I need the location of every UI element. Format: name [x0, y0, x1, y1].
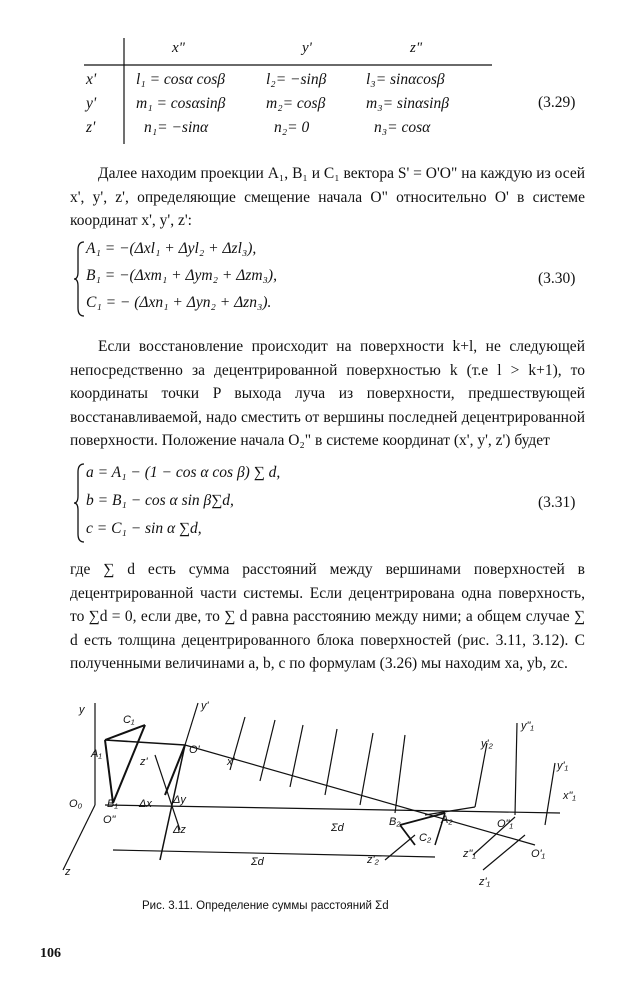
fig-label: A₁ — [91, 748, 102, 760]
table-header-x: x" — [172, 40, 185, 56]
fig-label: Δz — [173, 824, 186, 836]
paragraph-1 — [70, 162, 585, 233]
figure-caption: Рис. 3.11. Определение суммы расстояний Σd — [142, 900, 389, 912]
z-axis — [63, 805, 95, 870]
row-axis: x' — [86, 71, 97, 88]
paragraph-text: Далее находим проекции A₁, B₁ и C₁ вектора S' = O'O" на каждую из осей x', y', z', определяющие смещение начала O" относительно O' в системе координат x', y', z': — [70, 165, 585, 229]
direction-cosines-table — [86, 68, 484, 140]
fig-label: z'₂ — [367, 854, 379, 866]
fig-label: y'₂ — [481, 738, 493, 750]
equation-330-line-1: A₁ = −(Δxl₁ + Δyl₂ + Δzl₃), — [86, 240, 257, 257]
y-prime-axis — [185, 703, 198, 745]
fig-label: Δy — [173, 794, 186, 806]
fig-label: O₀ — [69, 798, 83, 810]
fig-label: Δx — [139, 798, 152, 810]
equation-331-line-3: c = C₁ − sin α ∑d, — [86, 520, 202, 537]
row-axis: y' — [86, 95, 97, 112]
paragraph-text: Если восстановление происходит на поверхности k+l, не следующей непосредственно за децентрированной поверхностью k (т.е l > k+1), то координаты точки P выхода луча из поверхности, предшествующей восстанавливаемой, надо сместить от вершины последней децентрированной поверхности. Положение начала O₂" в системе координат (x', y', z') будет — [70, 338, 585, 449]
left-brace-331 — [72, 462, 86, 544]
fig-label: z — [65, 866, 71, 878]
fig-label: z' — [140, 756, 148, 768]
table-cell: l₂= −sinβ — [266, 71, 327, 88]
equation-330-line-2: B₁ = −(Δxm₁ + Δym₂ + Δzm₃), — [86, 267, 277, 284]
table-header-y: y' — [302, 40, 312, 56]
paragraph-2 — [70, 335, 585, 453]
fig-label: O' — [189, 744, 200, 756]
table-cell: l₁ = cosα cosβ — [136, 71, 225, 88]
equation-number-329: (3.29) — [538, 94, 576, 111]
fig-label: x' — [227, 756, 235, 768]
fig-label: Σd — [251, 856, 264, 868]
paragraph-text: где ∑ d есть сумма расстояний между вершинами поверхностей в децентрированной части системы. Если децентрирована одна поверхность, то ∑d = 0, если две, то ∑ d равна расстоянию между ними; а общем случае ∑ d есть толщина децентрированного блока поверхностей (рис. 3.11, 3.12). С полученными величинами a, b, c по формулам (3.26) мы находим xa, yb, zc. — [70, 561, 585, 672]
table-header-z: z" — [410, 40, 423, 56]
fig-label: z'₁ — [479, 876, 491, 888]
table-cell: n₁= −sinα — [144, 119, 209, 136]
paragraph-3 — [70, 558, 585, 676]
equation-331-line-1: a = A₁ − (1 − cos α cos β) ∑ d, — [86, 464, 281, 481]
fig-label: y' — [201, 700, 209, 712]
fig-label: B₂ — [389, 816, 401, 828]
table-row — [86, 116, 484, 140]
equation-331-line-2: b = B₁ − cos α sin β∑d, — [86, 492, 234, 509]
fig-label: O"₁ — [497, 818, 513, 830]
table-row — [86, 68, 484, 92]
fig-label: A₂ — [441, 814, 453, 826]
fig-label: y"₁ — [521, 720, 534, 732]
table-row — [86, 92, 484, 116]
fig-label: y'₁ — [557, 760, 569, 772]
equation-330-line-3: C₁ = − (Δxn₁ + Δyn₂ + Δzn₃). — [86, 294, 272, 311]
fig-label: y — [79, 704, 85, 716]
equation-number-330: (3.30) — [538, 270, 576, 287]
fig-label: z"₁ — [463, 848, 476, 860]
table-cell: n₂= 0 — [274, 119, 310, 136]
page-number: 106 — [40, 946, 61, 961]
fig-label: B₁ — [107, 798, 118, 810]
fig-label: C₁ — [123, 714, 135, 726]
figure-3-11 — [55, 695, 585, 895]
fig-label: O'₁ — [531, 848, 546, 860]
left-brace-330 — [72, 240, 86, 318]
table-cell: m₂= cosβ — [266, 95, 326, 112]
fig-label: C₂ — [419, 832, 432, 844]
row-axis: z' — [86, 119, 96, 136]
table-cell: n₃= cosα — [374, 119, 431, 136]
fig-label: Σd — [331, 822, 344, 834]
fig-label: x"₁ — [563, 790, 576, 802]
table-cell: m₁ = cosαsinβ — [136, 95, 226, 112]
table-cell: m₃= sinαsinβ — [366, 95, 449, 112]
table-cell: l₃= sinαcosβ — [366, 71, 445, 88]
fig-label: O" — [103, 814, 116, 826]
equation-number-331: (3.31) — [538, 494, 576, 511]
